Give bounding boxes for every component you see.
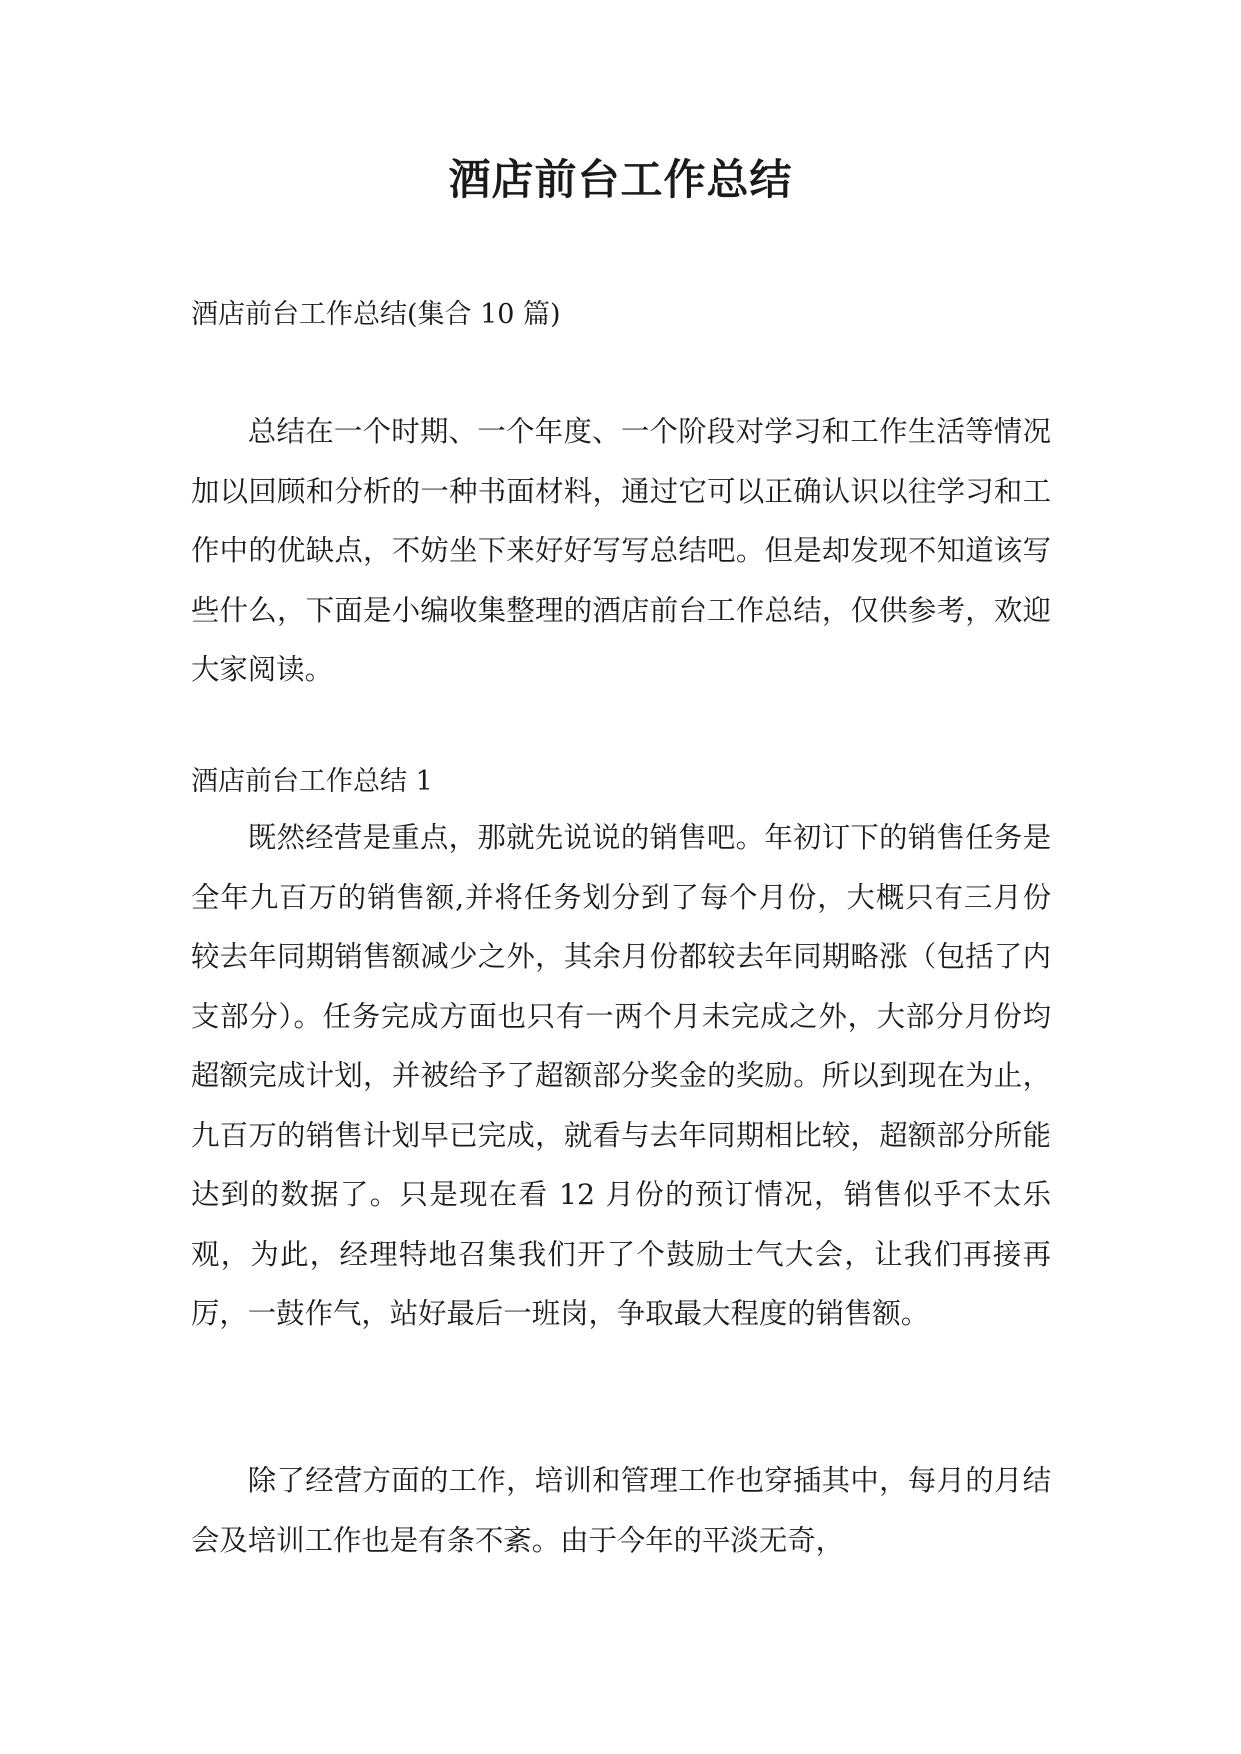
- body-paragraph: 除了经营方面的工作，培训和管理工作也穿插其中，每月的月结会及培训工作也是有条不紊。由于今年的平淡无奇，: [191, 1464, 1051, 1557]
- intro-paragraph: 总结在一个时期、一个年度、一个阶段对学习和工作生活等情况加以回顾和分析的一种书面材料，通过它可以正确认识以往学习和工作中的优缺点，不妨坐下来好好写写总结吧。但是却发现不知道该写些什么，下面是小编收集整理的酒店前台工作总结，仅供参考，欢迎大家阅读。: [191, 415, 1051, 686]
- section-heading: 酒店前台工作总结 1: [191, 766, 433, 797]
- body-paragraph: 既然经营是重点，那就先说说的销售吧。年初订下的销售任务是全年九百万的销售额,并将任务划分到了每个月份，大概只有三月份较去年同期销售额减少之外，其余月份都较去年同期略涨（包括了内支部分）。任务完成方面也只有一两个月未完成之外，大部分月份均超额完成计划，并被给予了超额部分奖金的奖励。所以到现在为止，九百万的销售计划早已完成，就看与去年同期相比较，超额部分所能达到的数据了。只是现在看 12 月份的预订情况，销售似乎不太乐观，为此，经理特地召集我们开了个鼓励士气大会，让我们再接再厉，一鼓作气，站好最后一班岗，争取最大程度的销售额。: [191, 821, 1051, 1330]
- document-title: 酒店前台工作总结: [448, 155, 793, 204]
- document-subtitle: 酒店前台工作总结(集合 10 篇): [191, 299, 561, 330]
